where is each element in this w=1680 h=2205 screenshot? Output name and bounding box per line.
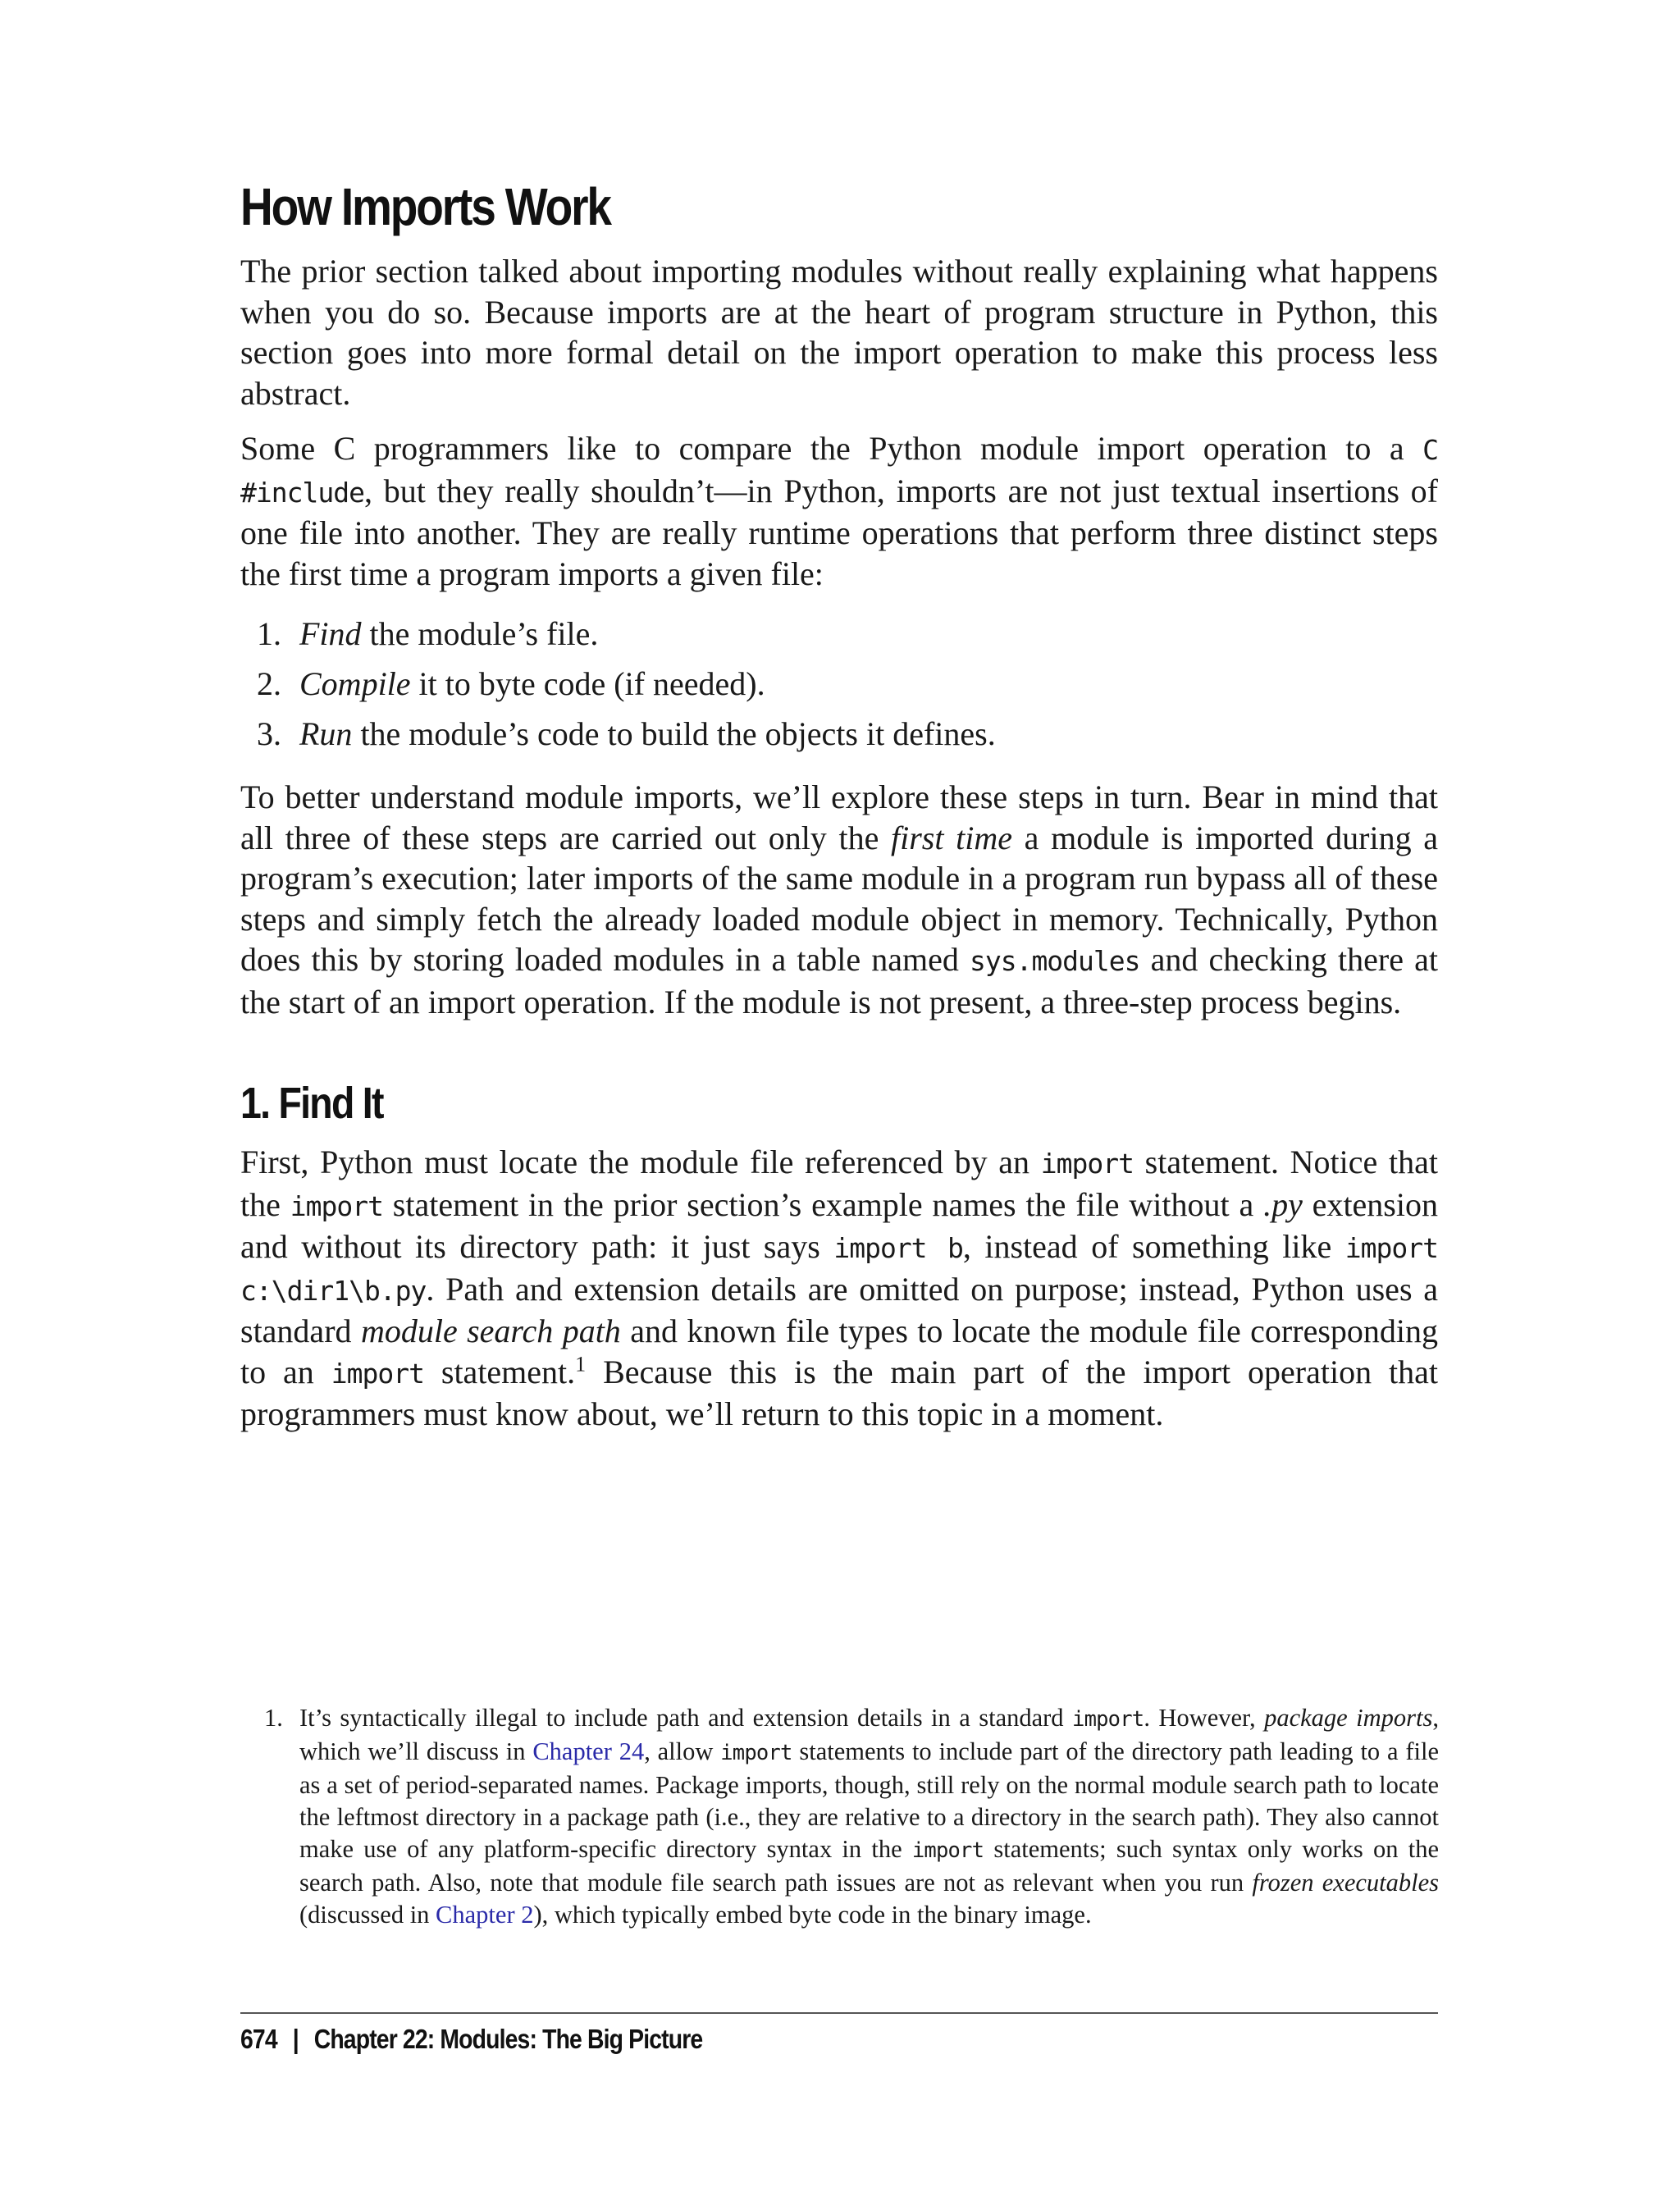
emphasis: .py [1263, 1185, 1303, 1223]
text-run: and checking there at the start of an import operation. If the module is not present, a three-step process begins. [240, 941, 1438, 1020]
inline-code: import b [833, 1232, 963, 1264]
text-run: Because this is the main part of the import operation that programmers must know about, we’ll return to this topic in a moment. [240, 1353, 1439, 1432]
footnote-text [299, 1702, 1439, 1931]
text-run: Some C programmers like to compare the Python module import operation to a [240, 430, 1423, 467]
footer-separator: | [292, 2024, 299, 2054]
page-footer [240, 2024, 702, 2055]
paragraph-intro: The prior section talked about importing modules without really explaining what happens when you do so. Because imports are at the heart of program structure in Python, this section goes into more formal detail on the import operation to make this process less abstract. [240, 253, 1438, 412]
text-run: ), which typically embed byte code in the binary image. [533, 1901, 1092, 1929]
text-run: , but they really shouldn’t—in Python, imports are not just textual insertions of one file into another. They are really runtime operations that perform three distinct steps the first time a program imports a given file: [240, 472, 1438, 592]
page-number: 674 [240, 2024, 277, 2054]
inline-code: C #include [240, 434, 1438, 509]
subsection-heading: 1. Find It [240, 1079, 383, 1128]
section-heading: How Imports Work [240, 177, 610, 236]
inline-code: sys.modules [969, 945, 1140, 977]
text-run: and known file types to locate the module file corresponding to an [240, 1312, 1438, 1390]
text-run: extension and without its directory path: it just says [240, 1185, 1438, 1265]
text-run: statement in the prior section’s example names the file without a [382, 1185, 1264, 1223]
import-steps-list [240, 609, 1438, 759]
text-run: , instead of something like [962, 1228, 1345, 1265]
list-number: 2. [257, 665, 281, 702]
step-verb: Compile [299, 665, 411, 702]
text-run: statement. [423, 1353, 576, 1390]
inline-code: import [331, 1357, 424, 1390]
chapter-title: Chapter 22: Modules: The Big Picture [313, 2024, 703, 2054]
list-number: 1. [257, 615, 281, 652]
emphasis: frozen executables [1252, 1869, 1440, 1897]
text-run: , which we’ll discuss in [299, 1704, 1440, 1765]
chapter-24-link[interactable]: Chapter 24 [532, 1737, 645, 1765]
text-run: It’s syntactically illegal to include path and extension details in a standard [299, 1704, 1073, 1732]
text-run: , allow [644, 1737, 721, 1765]
text-run: . However, [1144, 1704, 1265, 1732]
text-run: To better understand module imports, we’ll explore these steps in turn. Bear in mind that all three of these steps are carried out only the [240, 778, 1438, 856]
step-verb: Run [299, 715, 353, 752]
step-text: it to byte code (if needed). [410, 665, 765, 702]
list-item [240, 609, 1438, 659]
chapter-2-link[interactable]: Chapter 2 [436, 1901, 534, 1929]
step-text: the module’s code to build the objects it defines. [352, 715, 996, 752]
footer-divider [240, 2012, 1438, 2014]
inline-code: import [1072, 1707, 1144, 1732]
list-number: 3. [257, 715, 281, 752]
list-item [240, 659, 1438, 709]
text-run: statements; such syntax only works on the search path. Also, note that module file search path issues are not as relevant when you run [299, 1835, 1439, 1897]
page-content [240, 177, 1439, 1449]
inline-code: import [1040, 1148, 1134, 1180]
paragraph-find-it [240, 1142, 1438, 1435]
inline-code: import c:\dir1\b.py [240, 1232, 1438, 1307]
text-run: statement. Notice that the [240, 1144, 1438, 1223]
paragraph-first-time [240, 777, 1438, 1022]
text-run: statements to include part of the directory path leading to a file as a set of period-separated names. Package imports, though, still rely on the normal module search path to locate the leftmost directory in a package path (i.e., they are relative to a directory in the search path). They also cannot make use of any platform-specific directory syntax in the [299, 1737, 1439, 1863]
step-text: the module’s file. [361, 615, 599, 652]
text-run: (discussed in [299, 1901, 436, 1929]
emphasis: package imports [1264, 1704, 1433, 1732]
paragraph-c-include [240, 428, 1438, 594]
footnote-reference[interactable]: 1 [575, 1352, 587, 1376]
list-item [240, 709, 1438, 759]
inline-code: import [720, 1741, 792, 1765]
emphasis: first time [891, 819, 1013, 856]
text-run: . Path and extension details are omitted on purpose; instead, Python uses a standard [240, 1270, 1438, 1349]
emphasis: module search path [360, 1312, 621, 1349]
footnote-number: 1. [264, 1704, 283, 1732]
inline-code: import [911, 1838, 984, 1863]
footnote [264, 1702, 1439, 1931]
text-run: First, Python must locate the module file referenced by an [240, 1144, 1041, 1180]
step-verb: Find [299, 615, 362, 652]
inline-code: import [290, 1189, 383, 1222]
text-run: a module is imported during a program’s execution; later imports of the same module in a program run bypass all of these steps and simply fetch the already loaded module object in memory. Technically, Python does this by storing loaded modules in a table named [240, 819, 1439, 978]
